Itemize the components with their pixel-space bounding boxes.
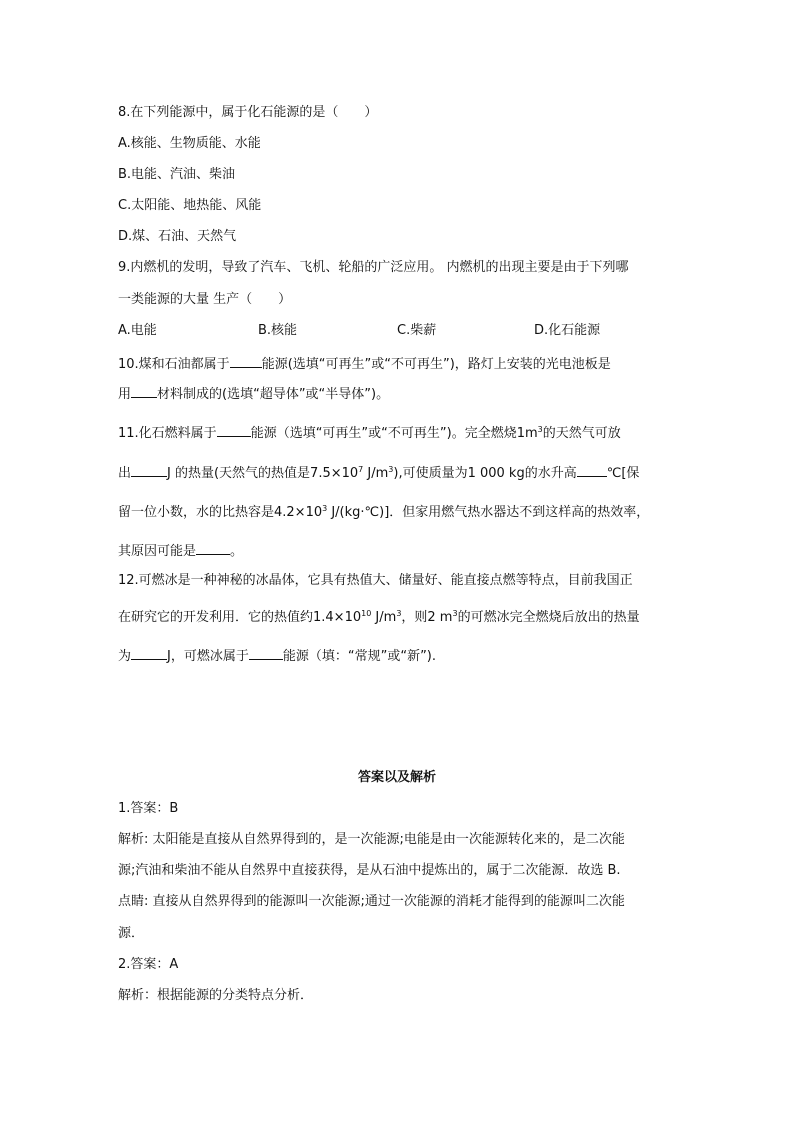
answer-1-note-line-1: 点睛: 直接从自然界得到的能源叫一次能源;通过一次能源的消耗才能得到的能源叫二次能 [118, 894, 625, 909]
answer-blank [577, 464, 607, 477]
answer-blank [230, 355, 262, 368]
answer-2-label: 2.答案：A [118, 957, 179, 972]
question-9-option-c: C.柴薪 [397, 323, 437, 338]
question-12-text: J，可燃冰属于 [167, 649, 249, 664]
question-12-line-1: 12.可燃冰是一种神秘的冰晶体，它具有热值大、储量好、能直接点燃等特点，目前我国正 [118, 573, 633, 588]
superscript: 3 [452, 609, 458, 618]
question-11-line-3 [118, 505, 649, 521]
question-10-text: 材料制成的(选填“超导体”或“半导体”)。 [157, 387, 390, 402]
question-9-option-a: A.电能 [118, 323, 157, 338]
superscript: 3 [396, 609, 402, 618]
question-10-text: 10.煤和石油都属于 [118, 357, 230, 372]
question-11-text: 出 [118, 466, 132, 481]
superscript: 7 [358, 465, 364, 474]
question-12-line-2 [118, 610, 640, 626]
question-11-text: 能源（选填“可再生”或“不可再生”)。完全燃烧1m [250, 426, 538, 441]
question-8-option-b: B.电能、汽油、柴油 [118, 167, 236, 182]
answer-blank [131, 464, 167, 477]
answer-blank [196, 542, 230, 555]
question-12-text: ，则2 m [401, 610, 453, 625]
question-9-line-1: 9.内燃机的发明，导致了汽车、飞机、轮船的广泛应用。 内燃机的出现主要是由于下列哪 [118, 260, 629, 275]
question-11-text: J 的热量(天然气的热值是7.5×10 [167, 466, 359, 481]
answer-1-analysis-line-2: 源;汽油和柴油不能从自然界中直接获得，是从石油中提炼出的，属于二次能源．故选 B. [118, 863, 621, 878]
question-11-line-2 [118, 464, 639, 482]
question-9-line-2: 一类能源的大量 生产（ ） [118, 292, 292, 307]
answers-title: 答案以及解析 [357, 770, 436, 785]
superscript: 10 [361, 609, 372, 618]
question-9-option-d: D.化石能源 [534, 323, 601, 338]
question-10-text: 用 [118, 387, 132, 402]
answer-2-analysis: 解析：根据能源的分类特点分析． [118, 988, 314, 1003]
question-9-option-b: B.核能 [258, 323, 298, 338]
question-10-text: 能源(选填“可再生”或“不可再生”)，路灯上安装的光电池板是 [261, 357, 611, 372]
answer-blank [131, 647, 167, 660]
question-10-line-1 [118, 355, 611, 373]
question-11-line-1 [118, 424, 621, 442]
question-8-stem: 8.在下列能源中，属于化石能源的是（ ） [118, 105, 378, 120]
superscript: 3 [537, 425, 543, 434]
question-11-text: 的天然气可放 [542, 426, 621, 441]
question-11-text: J/m [363, 466, 389, 481]
question-8-option-a: A.核能、生物质能、水能 [118, 136, 261, 151]
question-11-text: J/(kg·℃)]．但家用燃气热水器达不到这样高的热效率， [327, 505, 650, 520]
superscript: 3 [322, 504, 328, 513]
question-11-text: ),可使质量为1 000 kg的水升高 [393, 466, 577, 481]
answer-blank [131, 385, 157, 398]
answer-1-analysis-line-1: 解析: 太阳能是直接从自然界得到的，是一次能源;电能是由一次能源转化来的，是二次能 [118, 832, 625, 847]
question-10-line-2 [118, 385, 389, 403]
question-12-text: 能源（填：“常规”或“新”). [282, 649, 437, 664]
question-8-option-c: C.太阳能、地热能、风能 [118, 198, 262, 213]
question-11-text: 其原因可能是 [118, 544, 197, 559]
answer-blank [249, 647, 283, 660]
question-12-text: J/m [371, 610, 397, 625]
question-12-text: 在研究它的开发利用．它的热值约1.4×10 [118, 610, 362, 625]
question-12-line-3 [118, 647, 436, 665]
question-12-text: 为 [118, 649, 132, 664]
question-11-text: 留一位小数，水的比热容是4.2×10 [118, 505, 323, 520]
question-12-text: 的可燃冰完全燃烧后放出的热量 [457, 610, 640, 625]
answer-1-label: 1.答案：B [118, 801, 179, 816]
question-11-text: 11.化石燃料属于 [118, 426, 217, 441]
answer-1-note-line-2: 源． [118, 926, 145, 941]
question-11-text: ℃[保 [606, 466, 640, 481]
question-11-line-4 [118, 542, 243, 560]
question-8-option-d: D.煤、石油、天然气 [118, 229, 237, 244]
superscript: 3 [388, 465, 394, 474]
answer-blank [217, 424, 251, 437]
question-11-text: 。 [230, 544, 244, 559]
